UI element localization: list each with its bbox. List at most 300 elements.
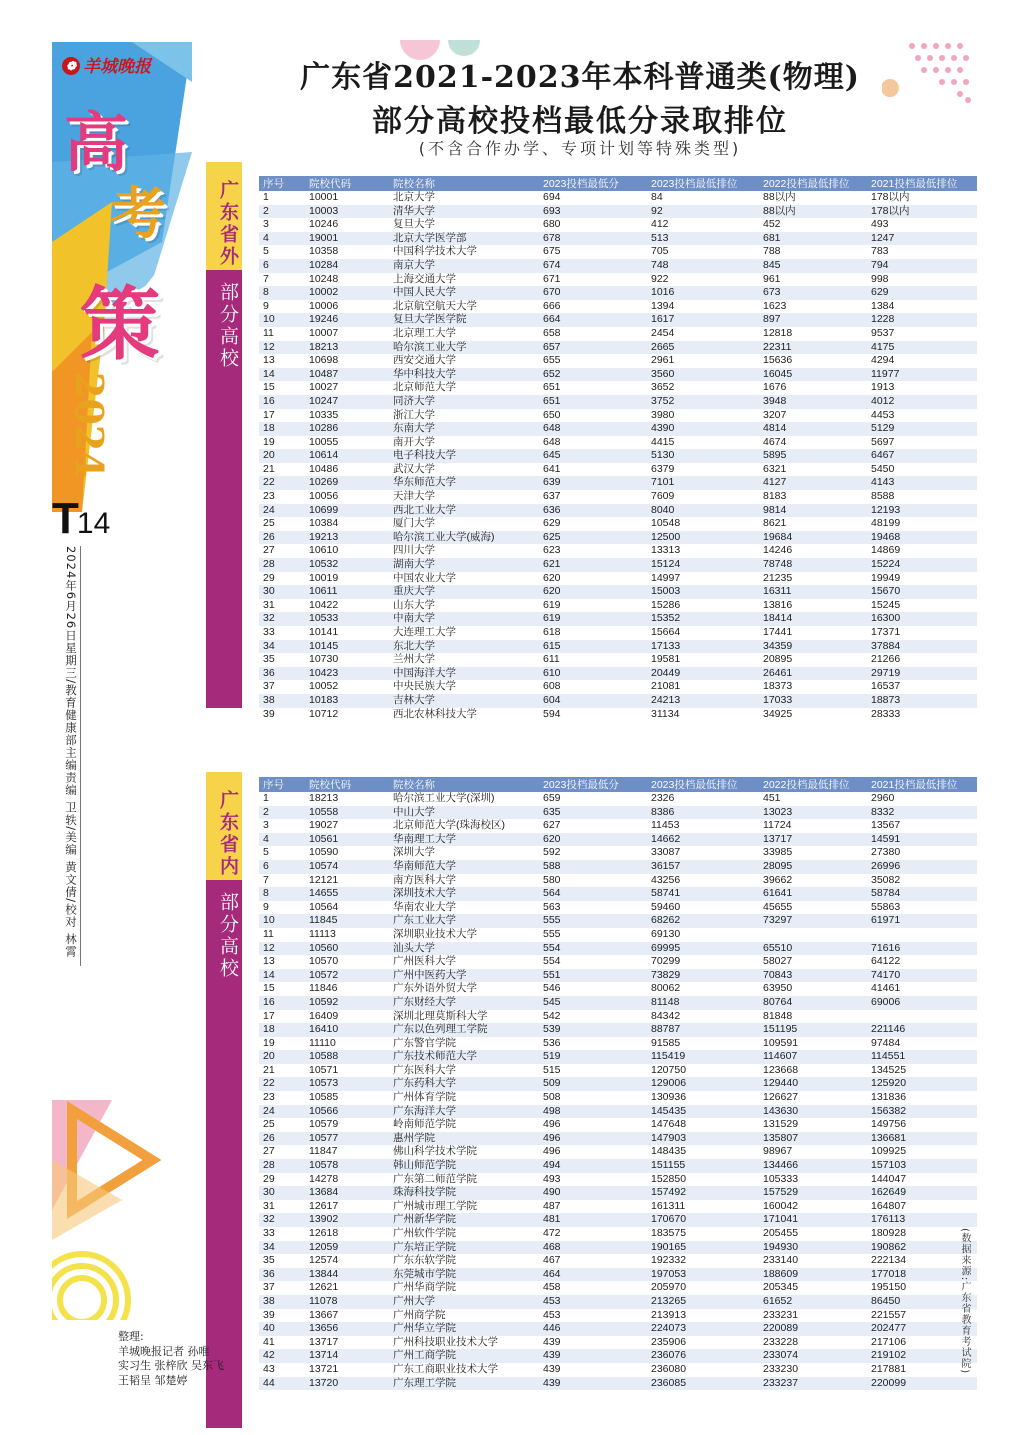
cell-2022-rank: 114607 xyxy=(763,1050,871,1064)
cell-index: 15 xyxy=(263,381,275,394)
cell-school-name: 广东药科大学 xyxy=(393,1077,543,1091)
credits-line: 王韬呈 邹楚婷 xyxy=(118,1373,188,1387)
table-row xyxy=(259,1295,977,1309)
cell-2022-rank: 13023 xyxy=(763,806,871,820)
cell-2023-score: 508 xyxy=(543,1091,561,1104)
cell-2023-score: 468 xyxy=(543,1241,651,1255)
cell-code: 11845 xyxy=(309,914,393,928)
cell-code: 12059 xyxy=(309,1241,393,1255)
newspaper-logo xyxy=(62,52,182,78)
cell-2022-rank: 105333 xyxy=(763,1172,799,1185)
cell-index: 34 xyxy=(259,640,309,654)
cell-code: 19001 xyxy=(309,232,393,246)
cell-2021-rank: 14591 xyxy=(871,833,977,847)
cell-2023-rank: 14997 xyxy=(651,571,681,584)
cell-2022-rank: 9814 xyxy=(763,504,871,518)
cell-code: 13714 xyxy=(309,1349,393,1363)
cell-2021-rank: 14869 xyxy=(871,544,901,557)
table-row xyxy=(259,1037,977,1051)
cell-school-name: 同济大学 xyxy=(393,395,543,409)
cell-2021-rank: 69006 xyxy=(871,996,977,1010)
cell-index: 12 xyxy=(259,942,309,956)
cell-2022-rank: 157529 xyxy=(763,1186,871,1200)
header-col-2021-rank: 2021投档最低排位 xyxy=(871,176,977,191)
cell-index: 16 xyxy=(259,996,309,1010)
cell-2022-rank: 73297 xyxy=(763,914,871,928)
cell-2023-score: 536 xyxy=(543,1036,561,1049)
cell-school-name: 东北大学 xyxy=(393,640,543,654)
table-row xyxy=(259,368,977,382)
cell-school-name: 广东医科大学 xyxy=(393,1063,456,1076)
cell-code: 10610 xyxy=(309,544,339,557)
table-row xyxy=(259,694,977,708)
page-title-line2: 部分高校投档最低分录取排位 xyxy=(372,104,788,139)
cell-school-name: 哈尔滨工业大学(深圳) xyxy=(393,792,495,804)
cell-2023-score: 675 xyxy=(543,245,561,258)
cell-index: 6 xyxy=(259,860,309,874)
cell-2021-rank: 4012 xyxy=(871,395,977,409)
cell-2021-rank: 64122 xyxy=(871,955,901,968)
cell-2022-rank: 16311 xyxy=(763,585,871,599)
table-row xyxy=(259,409,977,423)
cell-2022-rank: 143630 xyxy=(763,1105,871,1119)
page-title-line1: 广东省2021-2023年本科普通类(物理) xyxy=(300,60,860,95)
cell-school-name: 北京大学医学部 xyxy=(393,232,543,246)
table-row xyxy=(259,1010,977,1024)
table-row xyxy=(259,1050,977,1064)
table-row xyxy=(259,395,977,409)
cell-school-name: 广州科技职业技术大学 xyxy=(393,1335,498,1348)
cell-code: 13720 xyxy=(309,1377,393,1391)
cell-2023-score: 655 xyxy=(543,354,561,367)
cell-2023-rank: 43256 xyxy=(651,873,681,886)
credits-block xyxy=(118,1330,224,1388)
cell-2022-rank: 11724 xyxy=(763,819,792,832)
cell-2022-rank: 3207 xyxy=(763,408,787,421)
cell-2023-rank: 224073 xyxy=(651,1322,763,1336)
cell-2022-rank: 13717 xyxy=(763,833,871,847)
cell-code: 13656 xyxy=(309,1322,393,1336)
table-row xyxy=(259,982,977,996)
cell-2021-rank: 202477 xyxy=(871,1322,977,1336)
cell-index: 12 xyxy=(259,341,309,355)
cell-code: 10248 xyxy=(309,272,339,285)
cell-code: 11078 xyxy=(309,1295,393,1309)
cell-2022-rank: 845 xyxy=(763,259,871,273)
cell-2021-rank: 217106 xyxy=(871,1335,907,1348)
cell-index: 3 xyxy=(263,218,269,231)
cell-2022-rank: 451 xyxy=(763,792,781,804)
cell-2023-score: 620 xyxy=(543,571,561,584)
table-row xyxy=(259,191,977,205)
cell-2022-rank: 135807 xyxy=(763,1132,871,1146)
cell-2021-rank: 144047 xyxy=(871,1172,907,1185)
cell-2022-rank: 45655 xyxy=(763,900,793,913)
table-row xyxy=(259,1200,977,1214)
cell-index: 22 xyxy=(259,476,309,490)
cell-2023-rank: 236085 xyxy=(651,1377,763,1391)
cell-code: 13902 xyxy=(309,1213,393,1227)
cell-school-name: 珠海科技学院 xyxy=(393,1186,543,1200)
cell-2021-rank: 74170 xyxy=(871,969,977,983)
cell-2022-rank: 3948 xyxy=(763,395,871,409)
cell-index: 4 xyxy=(259,232,309,246)
cell-index: 25 xyxy=(263,517,275,530)
cell-2023-rank: 192332 xyxy=(651,1254,687,1267)
cell-index: 7 xyxy=(263,873,269,886)
cell-2023-rank: 92 xyxy=(651,205,763,219)
cell-code: 14655 xyxy=(309,887,393,901)
cell-2023-score: 611 xyxy=(543,653,560,666)
cell-school-name: 深圳北理莫斯科大学 xyxy=(393,1009,488,1022)
cell-school-name: 深圳大学 xyxy=(393,846,435,859)
cell-2022-rank: 18373 xyxy=(763,680,793,693)
cell-2023-rank: 1016 xyxy=(651,286,763,300)
cell-2021-rank: 219102 xyxy=(871,1349,977,1363)
cell-index: 4 xyxy=(259,833,309,847)
cell-2022-rank: 194930 xyxy=(763,1241,871,1255)
cell-2022-rank: 22311 xyxy=(763,341,871,355)
cell-code: 10486 xyxy=(309,462,339,475)
cell-school-name: 中国农业大学 xyxy=(393,571,456,584)
cell-index: 9 xyxy=(263,299,269,312)
cell-2021-rank: 2960 xyxy=(871,792,895,804)
cell-2022-rank: 897 xyxy=(763,313,871,327)
cell-index: 7 xyxy=(263,272,269,285)
cell-index: 37 xyxy=(263,680,275,693)
cell-code: 10284 xyxy=(309,259,393,273)
cell-2022-rank: 233230 xyxy=(763,1362,799,1375)
table-header-row xyxy=(259,176,977,191)
cell-2021-rank: 16537 xyxy=(871,680,901,693)
cell-2023-score: 464 xyxy=(543,1268,651,1282)
table-row xyxy=(259,626,977,640)
cell-school-name: 南方医科大学 xyxy=(393,873,456,886)
cell-school-name: 中央民族大学 xyxy=(393,680,456,693)
cell-school-name: 广州华立学院 xyxy=(393,1322,543,1336)
cell-2021-rank: 221557 xyxy=(871,1308,907,1321)
cell-school-name: 电子科技大学 xyxy=(393,449,543,463)
cell-code: 16410 xyxy=(309,1023,393,1037)
cell-index: 29 xyxy=(263,571,275,584)
cell-2023-rank: 205970 xyxy=(651,1281,687,1294)
page-letter: T xyxy=(52,494,77,543)
cell-2022-rank: 28095 xyxy=(763,860,871,874)
cell-2023-score: 645 xyxy=(543,449,651,463)
cell-index: 10 xyxy=(259,914,309,928)
cell-school-name: 东莞城市学院 xyxy=(393,1268,543,1282)
cell-code: 10592 xyxy=(309,996,393,1010)
cell-2023-rank: 1617 xyxy=(651,313,763,327)
table-row xyxy=(259,1241,977,1255)
cell-code: 13721 xyxy=(309,1362,339,1375)
cell-index: 39 xyxy=(263,1308,275,1321)
cell-school-name: 广州医科大学 xyxy=(393,955,456,968)
cell-index: 20 xyxy=(259,1050,309,1064)
cell-2023-score: 618 xyxy=(543,626,561,638)
table-row xyxy=(259,819,977,833)
cell-school-name: 西北工业大学 xyxy=(393,504,543,518)
cell-2022-rank: 233140 xyxy=(763,1254,799,1267)
cell-2022-rank: 109591 xyxy=(763,1036,799,1049)
editorial-divider xyxy=(80,546,81,966)
table-row xyxy=(259,846,977,860)
cell-2023-score: 496 xyxy=(543,1145,561,1158)
cell-school-name: 广东警官学院 xyxy=(393,1036,456,1049)
table-row xyxy=(259,422,977,436)
cell-school-name: 广东理工学院 xyxy=(393,1377,543,1391)
header-col-index: 序号 xyxy=(259,777,309,792)
cell-2021-rank xyxy=(871,928,977,942)
table-row xyxy=(259,996,977,1010)
cell-2022-rank: 788 xyxy=(763,245,781,258)
cell-2023-score: 658 xyxy=(543,326,561,339)
cell-code: 11113 xyxy=(309,927,336,940)
table-row xyxy=(259,928,977,942)
cell-2023-score: 636 xyxy=(543,504,651,518)
cell-2023-score: 493 xyxy=(543,1172,561,1185)
cell-code: 11847 xyxy=(309,1145,338,1158)
inside-schools-table xyxy=(259,777,977,1390)
table-row xyxy=(259,942,977,956)
cell-2021-rank: 131836 xyxy=(871,1091,907,1104)
table-row xyxy=(259,901,977,915)
cell-2021-rank: 125920 xyxy=(871,1077,977,1091)
cell-2021-rank: 162649 xyxy=(871,1186,977,1200)
column-year: 2024 xyxy=(67,372,112,478)
table-row xyxy=(259,1145,977,1159)
cell-2022-rank: 160042 xyxy=(763,1199,799,1212)
table-row xyxy=(259,354,977,368)
cell-2023-score: 639 xyxy=(543,476,651,490)
cell-2021-rank: 1228 xyxy=(871,313,977,327)
cell-2023-rank: 3560 xyxy=(651,368,763,382)
cell-index: 42 xyxy=(259,1349,309,1363)
cell-2023-score: 539 xyxy=(543,1023,651,1037)
table-row xyxy=(259,517,977,531)
table-row xyxy=(259,449,977,463)
cell-index: 40 xyxy=(259,1322,309,1336)
cell-2023-score: 651 xyxy=(543,395,651,409)
outside-schools-table xyxy=(259,176,977,721)
cell-index: 30 xyxy=(259,1186,309,1200)
cell-2021-rank: 4143 xyxy=(871,476,977,490)
cell-code: 10566 xyxy=(309,1105,393,1119)
cell-code: 10019 xyxy=(309,571,339,584)
cell-school-name: 广东培正学院 xyxy=(393,1241,543,1255)
header-col-school-name: 院校名称 xyxy=(393,176,543,191)
cell-2021-rank: 86450 xyxy=(871,1295,977,1309)
cell-2023-score: 619 xyxy=(543,598,561,611)
cell-index: 36 xyxy=(259,1268,309,1282)
cell-school-name: 广州新华学院 xyxy=(393,1213,543,1227)
cell-2023-score: 625 xyxy=(543,531,651,545)
cell-school-name: 兰州大学 xyxy=(393,653,435,666)
credits-line: 羊城晚报记者 孙唯 xyxy=(118,1344,210,1358)
cell-2022-rank: 673 xyxy=(763,286,871,300)
header-col-2022-rank: 2022投档最低排位 xyxy=(763,176,871,191)
table-row xyxy=(259,1118,977,1132)
cell-2023-rank: 213265 xyxy=(651,1295,763,1309)
cell-2021-rank: 164807 xyxy=(871,1199,907,1212)
cell-index: 8 xyxy=(259,887,309,901)
cell-school-name: 重庆大学 xyxy=(393,585,543,599)
cell-index: 10 xyxy=(259,313,309,327)
cell-2021-rank: 998 xyxy=(871,272,889,285)
cell-2023-rank: 19581 xyxy=(651,653,681,666)
cell-2021-rank: 15245 xyxy=(871,598,901,611)
cell-2023-score: 648 xyxy=(543,422,651,436)
cell-2023-rank: 6379 xyxy=(651,462,675,475)
cell-school-name: 华南师范大学 xyxy=(393,860,543,874)
page-number xyxy=(52,494,110,544)
cell-code: 19027 xyxy=(309,819,339,832)
tab-outside-top: 广东省外 xyxy=(217,180,239,268)
cell-2023-score: 694 xyxy=(543,191,561,203)
cell-2023-rank: 236080 xyxy=(651,1362,687,1375)
editorial-line: 2024年6月26日星期三/教育健康部主编责编 卫轶/美编 黄文倩/校对 林霄 xyxy=(64,546,78,958)
cell-school-name: 北京师范大学 xyxy=(393,381,456,394)
cell-2023-score: 620 xyxy=(543,833,651,847)
cell-school-name: 大连理工大学 xyxy=(393,626,456,638)
cell-2021-rank: 5129 xyxy=(871,422,977,436)
table-row xyxy=(259,955,977,969)
cell-index: 3 xyxy=(263,819,269,832)
cell-2023-score: 652 xyxy=(543,368,651,382)
cell-code: 10246 xyxy=(309,218,339,231)
cell-2023-score: 564 xyxy=(543,887,651,901)
table-row xyxy=(259,245,977,259)
cell-code: 10560 xyxy=(309,942,393,956)
cell-school-name: 汕头大学 xyxy=(393,942,543,956)
cell-2023-rank: 4390 xyxy=(651,422,763,436)
cell-school-name: 韩山师范学院 xyxy=(393,1159,543,1173)
cell-index: 6 xyxy=(259,259,309,273)
cell-school-name: 哈尔滨工业大学 xyxy=(393,341,543,355)
cell-code: 10027 xyxy=(309,381,339,394)
header-col-2021-rank: 2021投档最低排位 xyxy=(871,777,977,792)
cell-2023-score: 651 xyxy=(543,381,561,394)
cell-index: 23 xyxy=(263,1091,275,1104)
cell-code: 10423 xyxy=(309,667,393,681)
header-col-index: 序号 xyxy=(259,176,309,191)
cell-code: 10699 xyxy=(309,504,393,518)
cell-2021-rank: 12193 xyxy=(871,504,977,518)
header-col-2023-score: 2023投档最低分 xyxy=(543,176,651,191)
cell-code: 10183 xyxy=(309,694,393,708)
cell-2021-rank: 26996 xyxy=(871,860,977,874)
cell-2023-rank: 15286 xyxy=(651,598,681,611)
cell-index: 39 xyxy=(263,707,275,720)
cell-2021-rank: 180928 xyxy=(871,1227,907,1239)
table-row xyxy=(259,490,977,504)
cell-school-name: 复旦大学 xyxy=(393,218,435,231)
cell-school-name: 广东工业大学 xyxy=(393,914,543,928)
table-row xyxy=(259,313,977,327)
cell-2022-rank: 233228 xyxy=(763,1335,799,1348)
cell-school-name: 中国海洋大学 xyxy=(393,667,543,681)
cell-2021-rank: 195150 xyxy=(871,1281,907,1294)
table-row xyxy=(259,653,977,667)
cell-2023-rank: 84342 xyxy=(651,1009,681,1022)
cell-2023-score: 627 xyxy=(543,819,561,832)
cell-2023-score: 546 xyxy=(543,982,561,995)
cell-2022-rank: 151195 xyxy=(763,1023,871,1037)
cell-school-name: 广州体育学院 xyxy=(393,1091,456,1104)
cell-index: 2 xyxy=(259,806,309,820)
cell-school-name: 四川大学 xyxy=(393,544,435,557)
cell-2022-rank: 123668 xyxy=(763,1063,799,1076)
cell-2022-rank: 12818 xyxy=(763,326,793,339)
cell-2021-rank: 629 xyxy=(871,286,977,300)
cell-2023-rank: 236076 xyxy=(651,1349,763,1363)
cell-index: 27 xyxy=(263,1145,275,1158)
cell-code: 10558 xyxy=(309,806,393,820)
cell-2023-rank: 24213 xyxy=(651,694,763,708)
cell-2022-rank: 14246 xyxy=(763,544,793,557)
cell-school-name: 广州商学院 xyxy=(393,1308,446,1321)
cell-2022-rank: 188609 xyxy=(763,1268,871,1282)
cell-2023-score: 453 xyxy=(543,1295,651,1309)
cell-code: 10561 xyxy=(309,833,393,847)
cell-school-name: 西北农林科技大学 xyxy=(393,707,477,720)
cell-index: 8 xyxy=(259,286,309,300)
cell-2021-rank: 220099 xyxy=(871,1377,977,1391)
table-row xyxy=(259,300,977,314)
cell-2022-rank: 15636 xyxy=(763,354,793,367)
cell-2021-rank: 29719 xyxy=(871,667,977,681)
cell-index: 21 xyxy=(263,462,275,475)
cell-2023-score: 629 xyxy=(543,517,561,530)
cell-school-name: 中南大学 xyxy=(393,612,543,626)
header-col-2023-rank: 2023投档最低排位 xyxy=(651,777,763,792)
cell-2023-score: 621 xyxy=(543,558,651,572)
cell-index: 23 xyxy=(263,490,275,503)
cell-school-name: 广州大学 xyxy=(393,1295,543,1309)
cell-school-name: 复旦大学医学院 xyxy=(393,313,543,327)
table-row xyxy=(259,914,977,928)
table-row xyxy=(259,599,977,613)
cell-2023-rank: 11453 xyxy=(651,819,680,832)
cell-2023-rank: 183575 xyxy=(651,1227,687,1239)
cell-2023-rank: 4415 xyxy=(651,435,675,448)
cell-code: 10573 xyxy=(309,1077,393,1091)
cell-2022-rank: 58027 xyxy=(763,955,793,968)
table-row xyxy=(259,680,977,694)
cell-2023-score: 619 xyxy=(543,612,651,626)
cell-2022-rank: 8621 xyxy=(763,517,787,530)
cell-school-name: 广州城市理工学院 xyxy=(393,1199,477,1212)
cell-2023-rank: 59460 xyxy=(651,900,681,913)
cell-2023-rank: 69995 xyxy=(651,942,763,956)
cell-code: 10052 xyxy=(309,680,339,693)
cell-2023-rank: 151155 xyxy=(651,1159,763,1173)
cell-2023-rank: 5130 xyxy=(651,449,763,463)
credits-line: 实习生 张梓欣 吴东飞 xyxy=(118,1359,224,1372)
cell-school-name: 华南理工大学 xyxy=(393,833,543,847)
table-row xyxy=(259,1254,977,1268)
cell-2022-rank: 5895 xyxy=(763,449,871,463)
cell-school-name: 岭南师范学院 xyxy=(393,1118,456,1131)
cell-school-name: 佛山科学技术学院 xyxy=(393,1145,477,1158)
cell-2023-score: 671 xyxy=(543,272,561,285)
table-row xyxy=(259,792,977,806)
cell-index: 35 xyxy=(263,653,275,666)
cell-2022-rank: 134466 xyxy=(763,1159,871,1173)
cell-index: 18 xyxy=(259,1023,309,1037)
cell-2021-rank: 16300 xyxy=(871,612,977,626)
cell-code: 12618 xyxy=(309,1227,339,1239)
